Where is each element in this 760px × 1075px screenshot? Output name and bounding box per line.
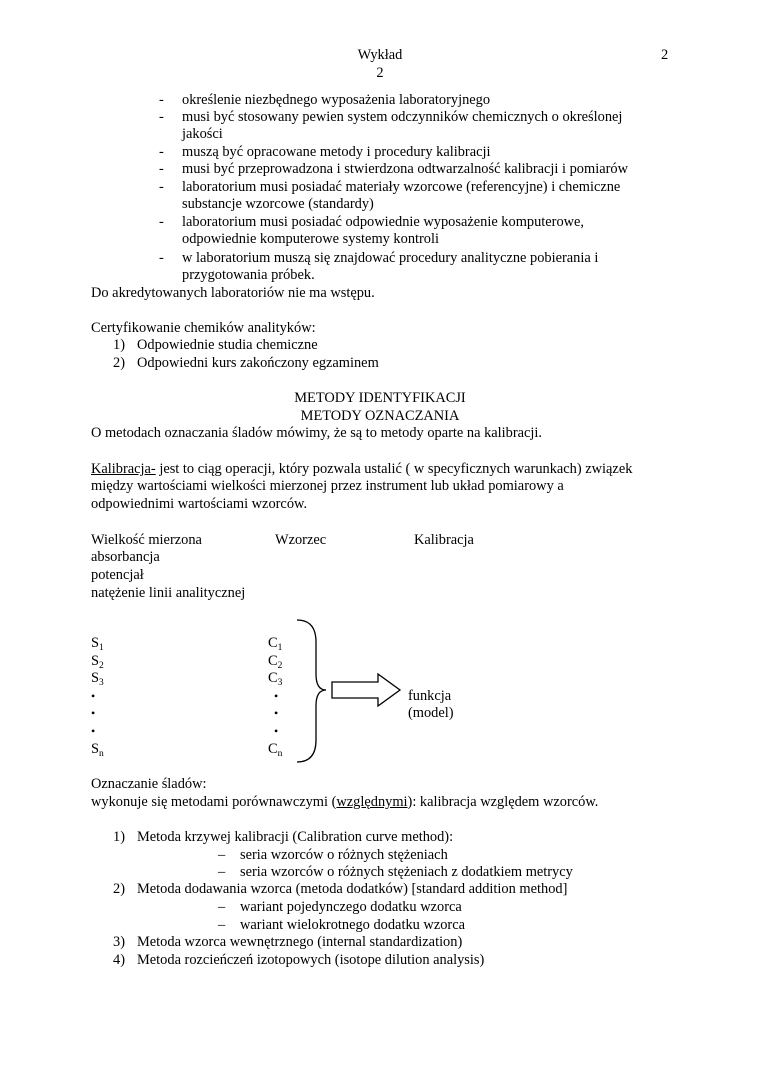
- method-variant: wariant pojedynczego dodatku wzorca: [240, 899, 462, 915]
- trace-intro: O metodach oznaczania śladów mówimy, że są to metody oparte na kalibracji.: [91, 425, 543, 441]
- sub-dash: –: [218, 864, 226, 880]
- bullet-dash: -: [159, 109, 164, 125]
- concentration-dot: •: [274, 706, 279, 720]
- requirement-item-cont: jakości: [182, 126, 223, 142]
- quantity-item: absorbancja: [91, 549, 160, 565]
- header-page-number: 2: [661, 47, 669, 63]
- method-number: 2): [113, 881, 125, 897]
- requirement-item: laboratorium musi posiadać materiały wzorcowe (referencyjne) i chemiczne: [182, 179, 621, 195]
- concentration-c3: $C_3$: [268, 670, 283, 688]
- concentration-c2: $C_2$: [268, 653, 283, 671]
- bullet-dash: -: [159, 92, 164, 108]
- concentration-c1: $C_1$: [268, 635, 283, 653]
- trace-title: Oznaczanie śladów:: [91, 776, 207, 792]
- sub-dash: –: [218, 847, 226, 863]
- relative-term: względnymi: [336, 794, 408, 810]
- result-function: funkcja: [408, 688, 452, 704]
- result-model: (model): [408, 705, 454, 721]
- calibration-definition: [91, 461, 632, 479]
- method-text: Metoda krzywej kalibracji (Calibration curve method):: [137, 829, 454, 845]
- no-entry-note: Do akredytowanych laboratoriów nie ma wstępu.: [91, 285, 375, 301]
- concentration-cn: $C_n$: [268, 741, 283, 759]
- requirement-item-cont: przygotowania próbek.: [182, 267, 315, 283]
- method-number: 3): [113, 934, 125, 950]
- signal-s1: $S_1$: [91, 635, 104, 653]
- arrow-right-icon: [332, 674, 400, 706]
- requirement-item-cont: odpowiednie komputerowe systemy kontroli: [182, 231, 439, 247]
- signal-sn: $S_n$: [91, 741, 104, 759]
- bullet-dash: -: [159, 144, 164, 160]
- cert-item-number: 2): [113, 355, 125, 371]
- trace-method-line: wykonuje się metodami porównawczymi (względnymi): kalibracja względem wzorców.: [91, 794, 599, 810]
- calibration-def-line: między wartościami wielkości mierzonej przez instrument lub układ pomiarowy a: [91, 478, 564, 494]
- header-title: Wykład: [357, 47, 403, 63]
- bullet-dash: -: [159, 250, 164, 266]
- col-standard: Wzorzec: [275, 532, 327, 548]
- requirement-item: musi być przeprowadzona i stwierdzona odtwarzalność kalibracji i pomiarów: [182, 161, 628, 177]
- requirement-item: w laboratorium muszą się znajdować procedury analityczne pobierania i: [182, 250, 599, 266]
- method-text: Metoda rozcieńczeń izotopowych (isotope dilution analysis): [137, 952, 485, 968]
- calibration-def-line: odpowiednimi wartościami wzorców.: [91, 496, 308, 512]
- requirement-item: laboratorium musi posiadać odpowiednie wyposażenie komputerowe,: [182, 214, 585, 230]
- cert-item-text: Odpowiednie studia chemiczne: [137, 337, 318, 353]
- method-variant: seria wzorców o różnych stężeniach: [240, 847, 448, 863]
- bullet-dash: -: [159, 179, 164, 195]
- header-page-center: 2: [376, 65, 384, 81]
- bullet-dash: -: [159, 214, 164, 230]
- calibration-def-text: jest to ciąg operacji, który pozwala ustalić ( w specyficznych warunkach) związek: [155, 461, 633, 477]
- quantity-item: natężenie linii analitycznej: [91, 585, 246, 601]
- concentration-dot: •: [274, 724, 279, 738]
- signal-s3: $S_3$: [91, 670, 104, 688]
- certification-title: Certyfikowanie chemików analityków:: [91, 320, 316, 336]
- sub-dash: –: [218, 917, 226, 933]
- method-number: 4): [113, 952, 125, 968]
- method-number: 1): [113, 829, 125, 845]
- brace-arrow-graphic: [290, 612, 420, 772]
- quantity-item: potencjał: [91, 567, 144, 583]
- signal-dot: •: [91, 724, 96, 738]
- requirement-item: musi być stosowany pewien system odczynników chemicznych o określonej: [182, 109, 623, 125]
- requirement-item: muszą być opracowane metody i procedury kalibracji: [182, 144, 491, 160]
- requirement-item-cont: substancje wzorcowe (standardy): [182, 196, 374, 212]
- cert-item-text: Odpowiedni kurs zakończony egzaminem: [137, 355, 379, 371]
- method-variant: seria wzorców o różnych stężeniach z dodatkiem metrycy: [240, 864, 573, 880]
- bullet-dash: -: [159, 161, 164, 177]
- calibration-term: Kalibracja-: [91, 461, 156, 477]
- col-calibration: Kalibracja: [414, 532, 474, 548]
- heading-determination: METODY OZNACZANIA: [300, 408, 460, 424]
- method-text: Metoda wzorca wewnętrznego (internal standardization): [137, 934, 463, 950]
- signal-dot: •: [91, 706, 96, 720]
- right-brace-icon: [297, 620, 326, 762]
- concentration-dot: •: [274, 689, 279, 703]
- method-variant: wariant wielokrotnego dodatku wzorca: [240, 917, 465, 933]
- cert-item-number: 1): [113, 337, 125, 353]
- signal-s2: $S_2$: [91, 653, 104, 671]
- sub-dash: –: [218, 899, 226, 915]
- signal-dot: •: [91, 689, 96, 703]
- method-text: Metoda dodawania wzorca (metoda dodatków) [standard addition method]: [137, 881, 568, 897]
- heading-identification: METODY IDENTYFIKACJI: [294, 390, 466, 406]
- col-measured-quantity: Wielkość mierzona: [91, 532, 202, 548]
- requirement-item: określenie niezbędnego wyposażenia laboratoryjnego: [182, 92, 491, 108]
